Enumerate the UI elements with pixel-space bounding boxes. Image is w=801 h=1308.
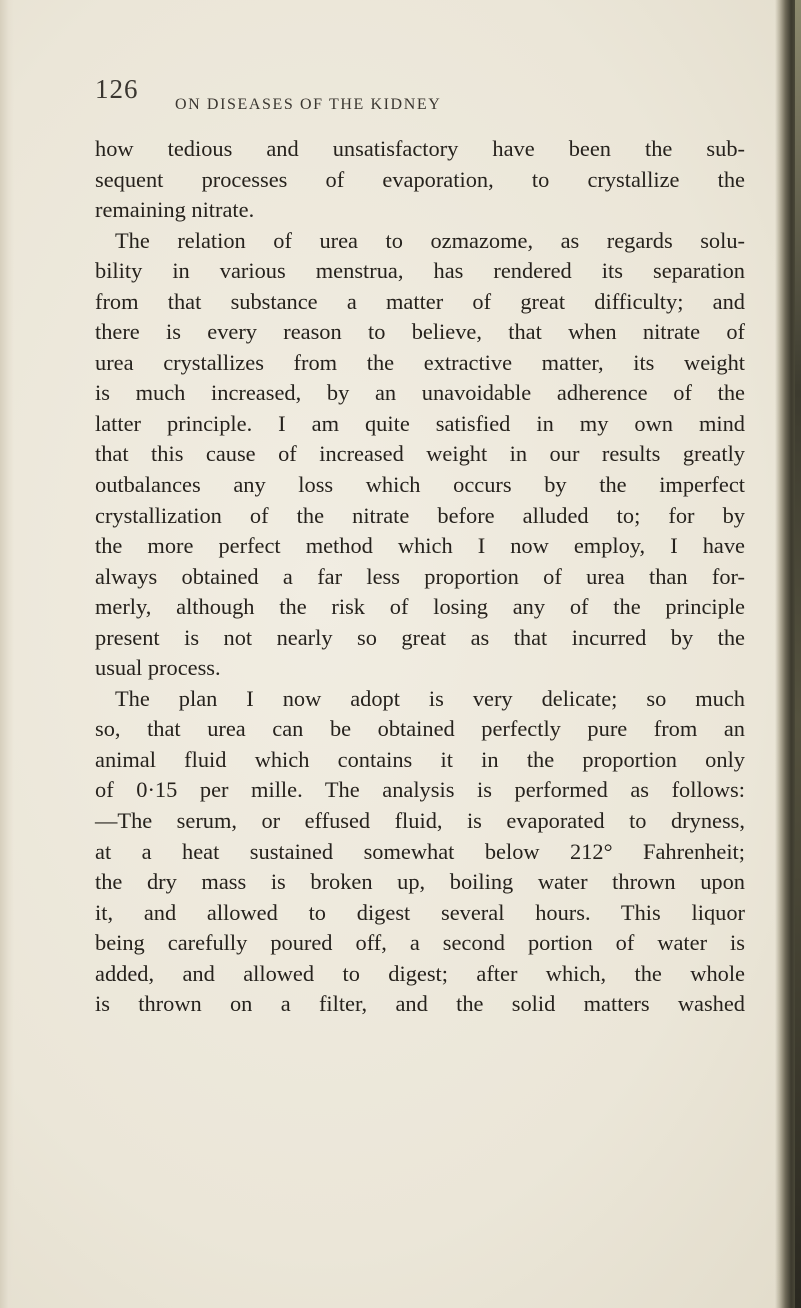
body-text [95, 134, 745, 1020]
text-line: is much increased, by an unavoidable adherence of the [95, 380, 745, 406]
text-line: The plan I now adopt is very delicate; so much [115, 685, 745, 711]
text-line: how tedious and unsatisfactory have been the sub- [95, 136, 745, 161]
text-line: remaining nitrate. [95, 197, 255, 223]
running-head: ON DISEASES OF THE KIDNEY [175, 96, 442, 113]
text-line: sequent processes of evaporation, to crystallize the [95, 166, 745, 192]
text-line: added, and allowed to digest; after which, the whole [95, 960, 745, 986]
text-line: usual process. [95, 655, 221, 681]
text-line: latter principle. I am quite satisfied in my own mind [95, 410, 745, 436]
text-line: is thrown on a filter, and the solid matters washed [95, 991, 745, 1017]
text-line: always obtained a far less proportion of urea than for- [95, 563, 745, 589]
text-line: so, that urea can be obtained perfectly pure from an [95, 716, 745, 742]
text-line: there is every reason to believe, that when nitrate of [95, 319, 745, 345]
text-line: of 0·15 per mille. The analysis is performed as follows: [95, 777, 745, 803]
page-number: 126 [95, 74, 139, 104]
text-line: merly, although the risk of losing any of the principle [95, 594, 745, 620]
text-line: animal fluid which contains it in the proportion only [95, 746, 745, 772]
text-line: it, and allowed to digest several hours. This liquor [95, 899, 745, 925]
text-line: outbalances any loss which occurs by the imperfect [95, 472, 745, 498]
text-line: the more perfect method which I now employ, I have [95, 533, 745, 559]
text-line: the dry mass is broken up, boiling water thrown upon [95, 869, 745, 895]
text-line: bility in various menstrua, has rendered its separation [95, 258, 745, 284]
text-line: The relation of urea to ozmazome, as regards solu- [115, 227, 745, 253]
page-left-edge [0, 0, 14, 1308]
text-line: urea crystallizes from the extractive matter, its weight [95, 349, 745, 375]
text-line: crystallization of the nitrate before alluded to; for by [95, 502, 745, 528]
text-line: being carefully poured off, a second portion of water is [95, 930, 745, 956]
book-binding-strip [795, 0, 801, 1308]
text-line: that this cause of increased weight in our results greatly [95, 441, 745, 467]
text-line: —The serum, or effused fluid, is evaporated to dryness, [95, 808, 745, 834]
text-line: at a heat sustained somewhat below 212° Fahrenheit; [95, 838, 745, 864]
text-line: present is not nearly so great as that incurred by the [95, 624, 745, 650]
text-line: from that substance a matter of great difficulty; and [95, 288, 745, 314]
